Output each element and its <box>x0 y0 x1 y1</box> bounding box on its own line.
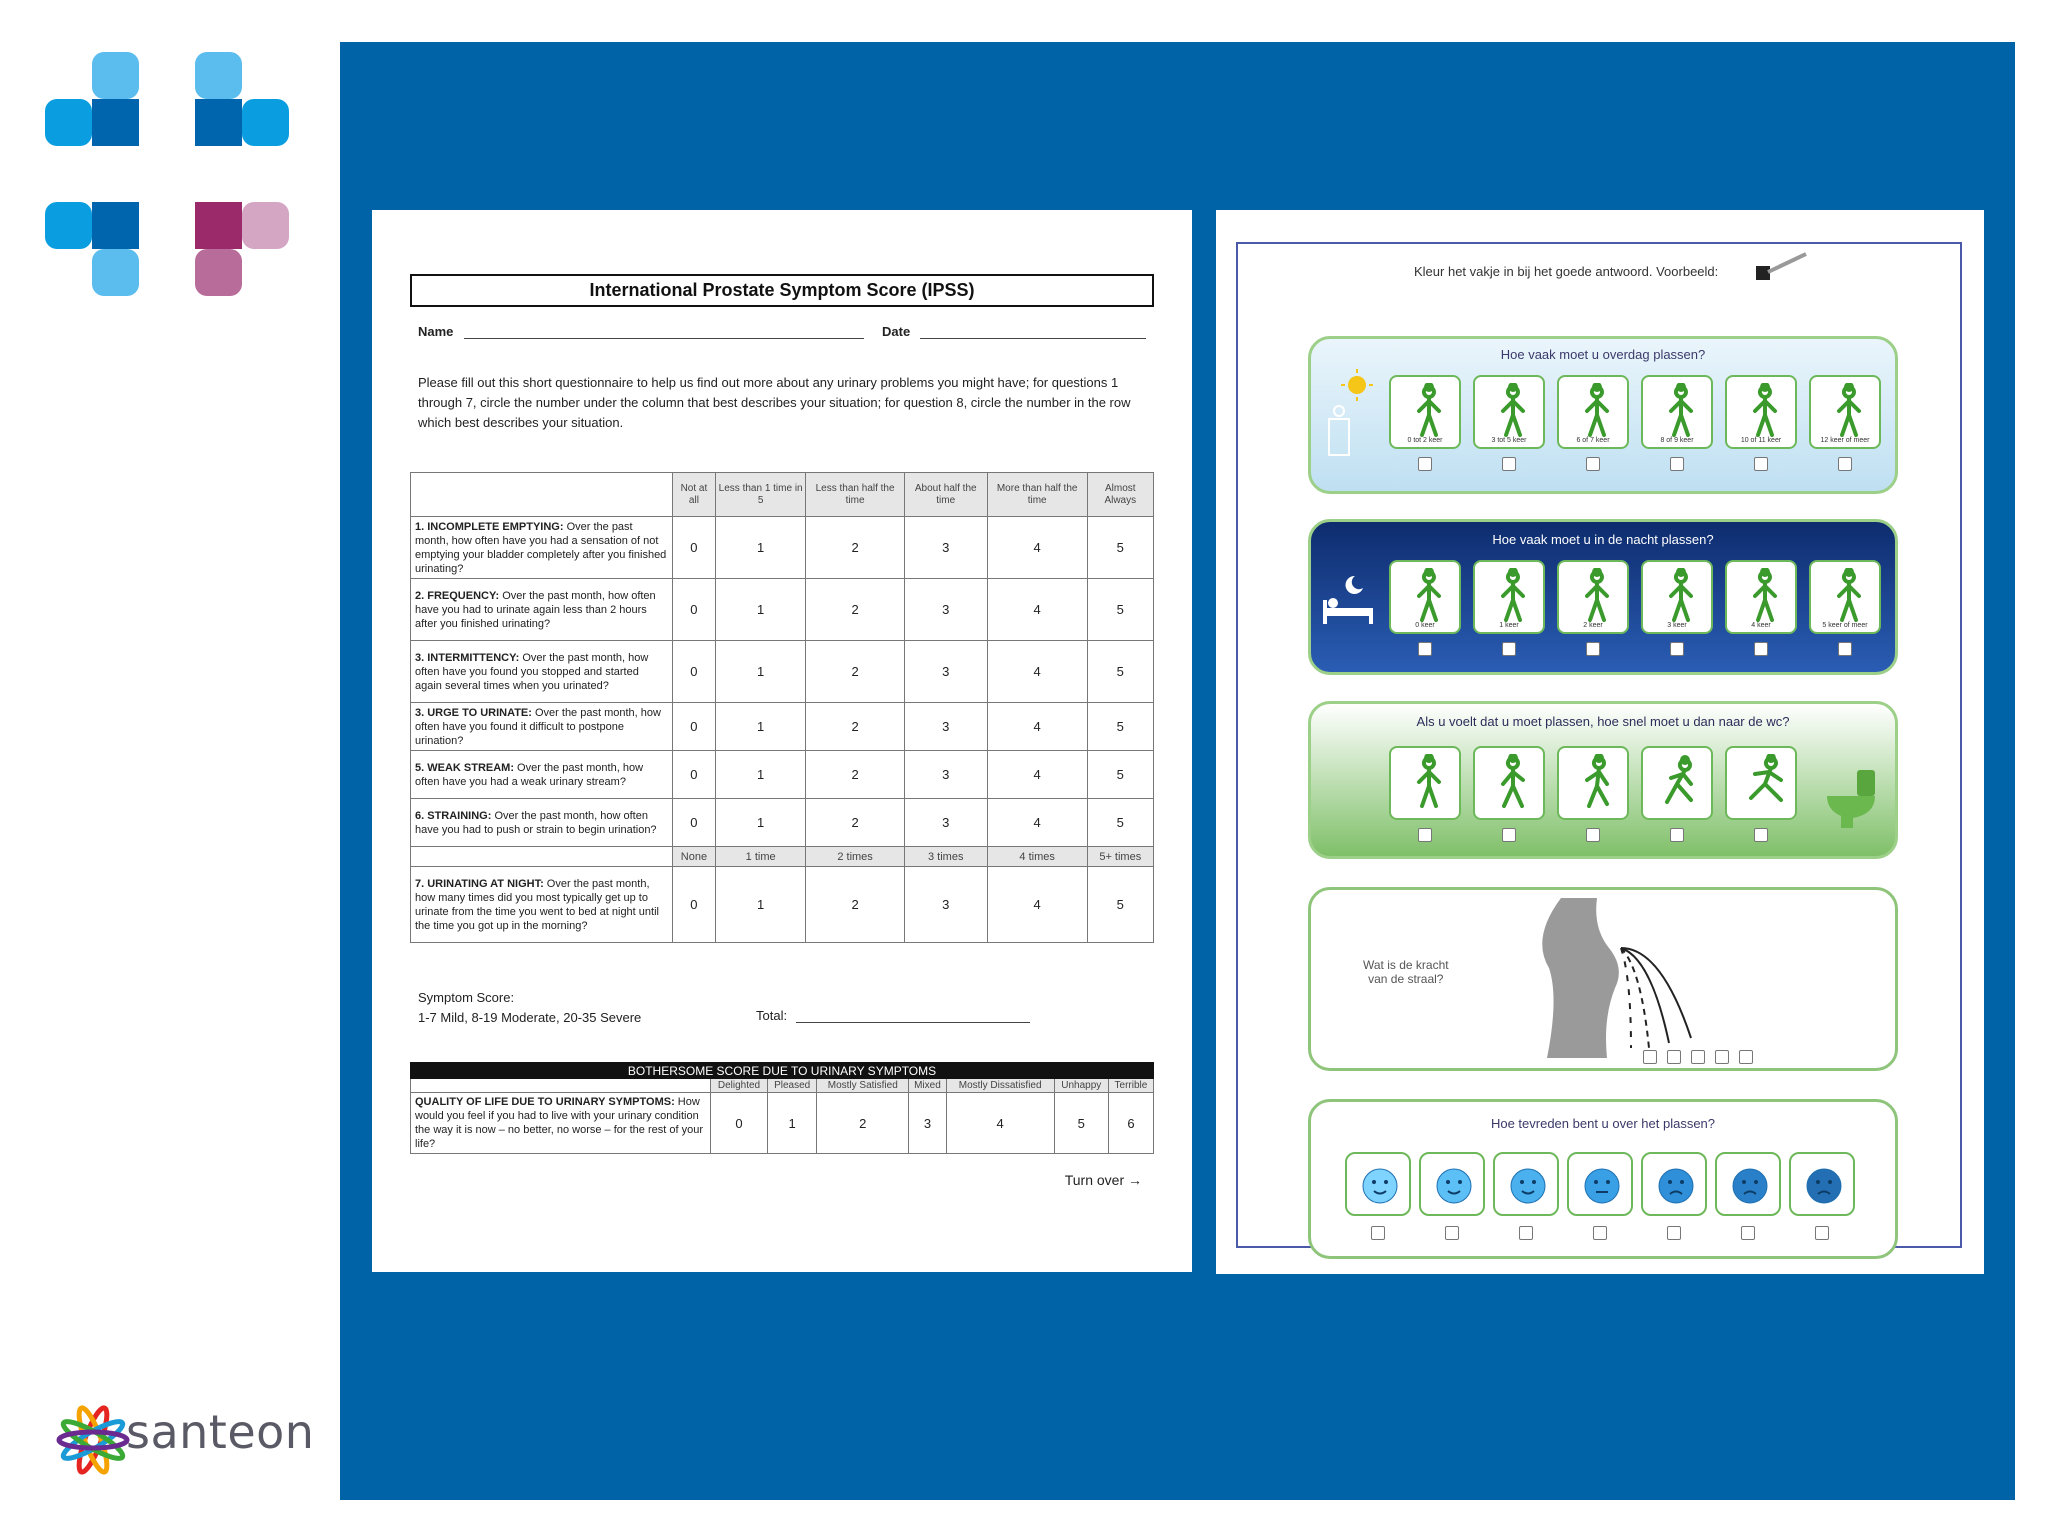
table-row <box>411 641 1154 703</box>
smiley-face-option[interactable] <box>1493 1152 1559 1216</box>
answer-checkbox[interactable] <box>1519 1226 1533 1240</box>
score-option[interactable]: 0 <box>673 867 716 943</box>
column-header-row <box>411 473 1154 517</box>
answer-label: 5 keer of meer <box>1822 622 1868 629</box>
column-header: About half the time <box>904 473 987 517</box>
bed-icon <box>1321 570 1375 630</box>
score-option[interactable]: 5 <box>1054 1093 1108 1154</box>
answer-checkbox[interactable] <box>1754 457 1768 471</box>
face-icon <box>1569 1154 1635 1218</box>
question-cell: 6. STRAINING: Over the past month, how often have you had to push or strain to begin urination? <box>411 799 673 847</box>
table-row <box>411 1093 1154 1154</box>
answer-checkbox[interactable] <box>1586 457 1600 471</box>
score-option[interactable]: 2 <box>806 751 904 799</box>
score-option[interactable]: 3 <box>904 703 987 751</box>
score-option[interactable]: 0 <box>673 579 716 641</box>
score-option[interactable]: 5 <box>1087 641 1153 703</box>
question-cell: QUALITY OF LIFE DUE TO URINARY SYMPTOMS: How would you feel if you had to live with your urinary condition the way it is now – no better, no worse – for the rest of your life? <box>411 1093 711 1154</box>
ipss-title: International Prostate Symptom Score (IPSS) <box>410 274 1154 307</box>
answer-checkbox[interactable] <box>1670 828 1684 842</box>
answer-tile[interactable] <box>1809 560 1881 634</box>
face-icon <box>1495 1154 1561 1218</box>
name-underline[interactable] <box>464 338 864 339</box>
smiley-face-option[interactable] <box>1789 1152 1855 1216</box>
answer-label: 2 keer <box>1583 622 1603 629</box>
night-column-header-row <box>411 847 1154 867</box>
name-label: Name <box>418 324 454 339</box>
score-option[interactable]: 0 <box>673 641 716 703</box>
answer-tile[interactable] <box>1557 375 1629 449</box>
answer-label: 1 keer <box>1499 622 1519 629</box>
answer-checkbox[interactable] <box>1754 828 1768 842</box>
table-row <box>411 517 1154 579</box>
question-cell: 3. URGE TO URINATE: Over the past month, how often have you found it difficult to postpone urination? <box>411 703 673 751</box>
answer-checkbox[interactable] <box>1418 642 1432 656</box>
column-header: Delighted <box>711 1079 768 1093</box>
column-header: 3 times <box>904 847 987 867</box>
answer-checkbox[interactable] <box>1754 642 1768 656</box>
score-option[interactable]: 0 <box>673 799 716 847</box>
total-label: Total: <box>756 1008 788 1023</box>
answer-tile[interactable] <box>1557 560 1629 634</box>
score-option[interactable]: 4 <box>987 867 1087 943</box>
symptom-score-label: Symptom Score: <box>418 990 515 1005</box>
answer-tile[interactable] <box>1557 746 1629 820</box>
answer-tile[interactable] <box>1473 560 1545 634</box>
brand-sidebar <box>0 0 340 1536</box>
answer-checkbox[interactable] <box>1586 828 1600 842</box>
walking-man-icon <box>1493 568 1533 622</box>
answer-checkbox[interactable] <box>1815 1226 1829 1240</box>
answer-checkbox[interactable] <box>1593 1226 1607 1240</box>
column-header: Unhappy <box>1054 1079 1108 1093</box>
answer-label: 12 keer of meer <box>1820 437 1870 444</box>
pictorial-form <box>1216 210 1984 1274</box>
face-icon <box>1421 1154 1487 1218</box>
blank-header <box>411 847 673 867</box>
question-night-frequency <box>1308 519 1898 675</box>
score-option[interactable]: 5 <box>1087 579 1153 641</box>
column-header: 5+ times <box>1087 847 1153 867</box>
walking-man-icon <box>1577 568 1617 622</box>
column-header: 4 times <box>987 847 1087 867</box>
answer-tile[interactable] <box>1389 375 1461 449</box>
smiley-face-option[interactable] <box>1567 1152 1633 1216</box>
walking-man-icon <box>1661 383 1701 437</box>
answer-label: 8 of 9 keer <box>1660 437 1694 444</box>
date-label: Date <box>882 324 911 339</box>
column-header: Not at all <box>673 473 716 517</box>
question-cell: 3. INTERMITTENCY: Over the past month, how often have you found you stopped and started again several times when you urinated? <box>411 641 673 703</box>
answer-checkbox[interactable] <box>1838 457 1852 471</box>
turn-over-note: Turn over → <box>1064 1172 1142 1188</box>
answer-checkbox[interactable] <box>1502 642 1516 656</box>
score-option[interactable]: 1 <box>715 517 806 579</box>
walking-man-icon <box>1493 383 1533 437</box>
score-option[interactable]: 0 <box>673 751 716 799</box>
question-cell: 5. WEAK STREAM: Over the past month, how often have you had a weak urinary stream? <box>411 751 673 799</box>
score-option[interactable]: 5 <box>1087 703 1153 751</box>
score-option[interactable]: 1 <box>715 641 806 703</box>
ipss-instructions: Please fill out this short questionnaire to help us find out more about any urinary problems you might have; for questions 1 through 7, circle the number under the column that best describes your situation; for question 8, circle the number in the row which best describes your situation. <box>418 375 1131 430</box>
score-option[interactable]: 2 <box>806 867 904 943</box>
question-text: Wat is de kracht van de straal? <box>1363 958 1449 986</box>
answer-label: 0 tot 2 keer <box>1407 437 1443 444</box>
score-option[interactable]: 4 <box>987 751 1087 799</box>
score-option[interactable]: 1 <box>768 1093 817 1154</box>
answer-checkbox[interactable] <box>1667 1226 1681 1240</box>
table-row <box>411 703 1154 751</box>
score-option[interactable]: 2 <box>806 517 904 579</box>
question-satisfaction <box>1308 1099 1898 1259</box>
smiley-face-option[interactable] <box>1345 1152 1411 1216</box>
score-option[interactable]: 5 <box>1087 799 1153 847</box>
score-option[interactable]: 4 <box>987 579 1087 641</box>
walking-man-icon <box>1829 568 1869 622</box>
column-header: None <box>673 847 716 867</box>
score-option[interactable]: 5 <box>1087 517 1153 579</box>
question-text: Hoe vaak moet u overdag plassen? <box>1500 347 1706 362</box>
score-option[interactable]: 1 <box>715 867 806 943</box>
date-underline[interactable] <box>920 338 1146 339</box>
question-day-frequency <box>1308 336 1898 494</box>
pencil-icon <box>1750 252 1810 292</box>
answer-tile[interactable] <box>1809 375 1881 449</box>
smiley-face-option[interactable] <box>1715 1152 1781 1216</box>
walking-man-icon <box>1577 754 1617 808</box>
blank-header <box>411 1079 711 1093</box>
walking-man-icon <box>1745 383 1785 437</box>
santeon-logo-text: santeon <box>126 1405 315 1459</box>
blank-header <box>411 473 673 517</box>
answer-label: 10 of 11 keer <box>1740 437 1782 444</box>
answer-checkbox[interactable] <box>1445 1226 1459 1240</box>
answer-tile[interactable] <box>1473 375 1545 449</box>
answer-checkbox[interactable] <box>1838 642 1852 656</box>
answer-checkbox[interactable] <box>1418 457 1432 471</box>
score-option[interactable]: 4 <box>987 641 1087 703</box>
answer-checkbox[interactable] <box>1670 642 1684 656</box>
question-text: Hoe tevreden bent u over het plassen? <box>1490 1116 1716 1131</box>
score-option[interactable]: 5 <box>1087 867 1153 943</box>
symptom-score-ranges: 1-7 Mild, 8-19 Moderate, 20-35 Severe <box>418 1010 642 1025</box>
column-header: Mostly Dissatisfied <box>946 1079 1054 1093</box>
answer-checkbox[interactable] <box>1502 828 1516 842</box>
answer-label: 3 keer <box>1667 622 1687 629</box>
face-icon <box>1643 1154 1709 1218</box>
answer-tile[interactable] <box>1389 560 1461 634</box>
walking-man-icon <box>1829 383 1869 437</box>
answer-label: 3 tot 5 keer <box>1491 437 1527 444</box>
column-header: Less than half the time <box>806 473 904 517</box>
score-option[interactable]: 2 <box>806 641 904 703</box>
score-option[interactable]: 1 <box>715 799 806 847</box>
column-header: More than half the time <box>987 473 1087 517</box>
column-header: Almost Always <box>1087 473 1153 517</box>
score-option[interactable]: 5 <box>1087 751 1153 799</box>
score-option[interactable]: 2 <box>806 579 904 641</box>
question-text: Als u voelt dat u moet plassen, hoe snel moet u dan naar de wc? <box>1416 714 1790 729</box>
score-option[interactable]: 2 <box>817 1093 909 1154</box>
score-option[interactable]: 3 <box>909 1093 946 1154</box>
ipss-table <box>410 472 1154 943</box>
plus-logo-icon <box>45 52 295 302</box>
column-header: Terrible <box>1108 1079 1153 1093</box>
answer-checkbox[interactable] <box>1715 1050 1729 1064</box>
walking-man-icon <box>1661 568 1701 622</box>
answer-label: 0 keer <box>1415 622 1435 629</box>
face-icon <box>1347 1154 1413 1218</box>
score-option[interactable]: 0 <box>711 1093 768 1154</box>
pictorial-form-frame <box>1236 242 1962 1248</box>
walking-man-icon <box>1409 754 1449 808</box>
column-header: 2 times <box>806 847 904 867</box>
answer-checkbox[interactable] <box>1670 457 1684 471</box>
answer-tile[interactable] <box>1641 560 1713 634</box>
answer-checkbox[interactable] <box>1739 1050 1753 1064</box>
walking-man-icon <box>1409 568 1449 622</box>
score-option[interactable]: 3 <box>904 751 987 799</box>
score-option[interactable]: 2 <box>806 703 904 751</box>
walking-man-icon <box>1493 754 1533 808</box>
answer-checkbox[interactable] <box>1371 1226 1385 1240</box>
answer-tile[interactable] <box>1641 375 1713 449</box>
answer-checkbox[interactable] <box>1667 1050 1681 1064</box>
answer-label: 6 of 7 keer <box>1576 437 1610 444</box>
form-instruction: Kleur het vakje in bij het goede antwoord. Voorbeeld: <box>1414 264 1719 279</box>
score-option[interactable]: 3 <box>904 641 987 703</box>
column-header: Pleased <box>768 1079 817 1093</box>
column-header: Mostly Satisfied <box>817 1079 909 1093</box>
score-option[interactable]: 4 <box>987 703 1087 751</box>
answer-tile[interactable] <box>1725 375 1797 449</box>
answer-checkbox[interactable] <box>1502 457 1516 471</box>
answer-checkbox[interactable] <box>1741 1226 1755 1240</box>
symptom-score-legend <box>418 988 641 1028</box>
score-option[interactable]: 3 <box>904 579 987 641</box>
column-header: 1 time <box>715 847 806 867</box>
table-row <box>411 579 1154 641</box>
table-row <box>411 867 1154 943</box>
answer-checkbox[interactable] <box>1586 642 1600 656</box>
score-option[interactable]: 3 <box>904 799 987 847</box>
score-option[interactable]: 4 <box>946 1093 1054 1154</box>
smiley-face-option[interactable] <box>1419 1152 1485 1216</box>
score-option[interactable]: 6 <box>1108 1093 1153 1154</box>
score-option[interactable]: 3 <box>904 867 987 943</box>
score-option[interactable]: 4 <box>987 799 1087 847</box>
face-icon <box>1717 1154 1783 1218</box>
question-stream-strength <box>1308 887 1898 1071</box>
answer-checkbox[interactable] <box>1643 1050 1657 1064</box>
score-option[interactable]: 1 <box>715 751 806 799</box>
score-option[interactable]: 1 <box>715 579 806 641</box>
bother-header: BOTHERSOME SCORE DUE TO URINARY SYMPTOMS <box>411 1063 1154 1079</box>
score-option[interactable]: 4 <box>987 517 1087 579</box>
score-option[interactable]: 3 <box>904 517 987 579</box>
face-icon <box>1791 1154 1857 1218</box>
bother-table <box>410 1062 1154 1154</box>
answer-tile[interactable] <box>1641 746 1713 820</box>
walking-man-icon <box>1577 383 1617 437</box>
answer-checkbox[interactable] <box>1418 828 1432 842</box>
ipss-form <box>372 210 1192 1272</box>
score-option[interactable]: 0 <box>673 517 716 579</box>
total-underline[interactable] <box>796 1022 1030 1023</box>
toilet-icon <box>1823 766 1883 830</box>
column-header: Less than 1 time in 5 <box>715 473 806 517</box>
score-option[interactable]: 2 <box>806 799 904 847</box>
question-cell: 1. INCOMPLETE EMPTYING: Over the past month, how often have you had a sensation of not emptying your bladder completely after you finished urinating? <box>411 517 673 579</box>
answer-label: 4 keer <box>1751 622 1771 629</box>
score-option[interactable]: 1 <box>715 703 806 751</box>
smiley-face-option[interactable] <box>1641 1152 1707 1216</box>
walking-man-icon <box>1745 568 1785 622</box>
walking-man-icon <box>1661 754 1701 808</box>
question-text: Hoe vaak moet u in de nacht plassen? <box>1492 532 1714 547</box>
walking-man-icon <box>1745 754 1785 808</box>
question-urgency <box>1308 701 1898 859</box>
table-row <box>411 751 1154 799</box>
walking-man-icon <box>1409 383 1449 437</box>
sun-icon <box>1325 369 1375 459</box>
answer-tile[interactable] <box>1473 746 1545 820</box>
answer-tile[interactable] <box>1389 746 1461 820</box>
question-cell: 2. FREQUENCY: Over the past month, how often have you had to urinate again less than 2 hours after you finished urinating? <box>411 579 673 641</box>
score-option[interactable]: 0 <box>673 703 716 751</box>
table-row <box>411 799 1154 847</box>
answer-checkbox[interactable] <box>1691 1050 1705 1064</box>
question-cell: 7. URINATING AT NIGHT: Over the past month, how many times did you most typically get up to urinate from the time you went to bed at night until the time you got up in the morning? <box>411 867 673 943</box>
answer-tile[interactable] <box>1725 746 1797 820</box>
stream-illustration-icon <box>1521 890 1761 1060</box>
column-header: Mixed <box>909 1079 946 1093</box>
answer-tile[interactable] <box>1725 560 1797 634</box>
